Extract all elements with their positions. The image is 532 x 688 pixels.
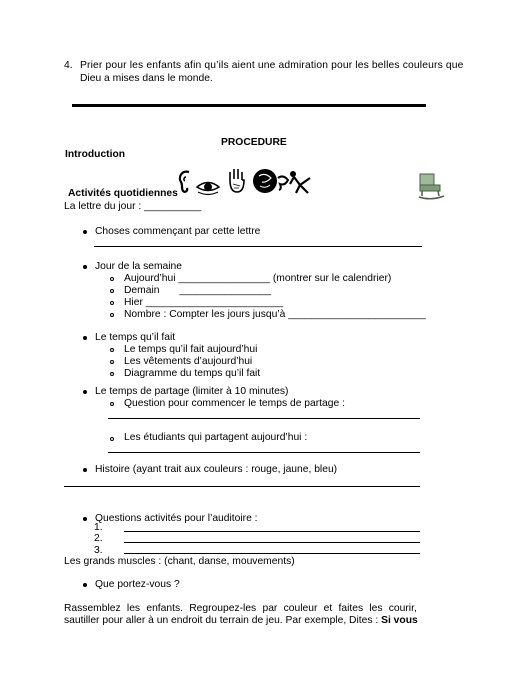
bullet bbox=[83, 265, 87, 269]
lettre-du-jour: La lettre du jour : __________ bbox=[64, 201, 202, 212]
bullet bbox=[83, 583, 87, 587]
item4-line1: Prier pour les enfants afin qu’ils aient une admiration pour les belles couleurs que bbox=[80, 60, 464, 71]
item-number: 4. bbox=[64, 60, 73, 71]
jour-item: Aujourd’hui ________________ (montrer sur le calendrier) bbox=[124, 273, 392, 284]
partage-item: Question pour commencer le temps de partage : bbox=[124, 398, 345, 409]
temps-title: Le temps qu’il fait bbox=[95, 332, 176, 343]
bullet bbox=[83, 517, 87, 521]
answer-line bbox=[108, 452, 420, 453]
sub-bullet bbox=[110, 301, 114, 305]
portez-label: Que portez-vous ? bbox=[95, 579, 180, 590]
bullet bbox=[83, 336, 87, 340]
temps-item: Diagramme du temps qu’il fait bbox=[124, 368, 261, 379]
sub-bullet bbox=[110, 437, 114, 441]
figure-icon bbox=[286, 169, 314, 195]
paragraph-line2 bbox=[64, 615, 418, 627]
rocking-chair-icon bbox=[416, 172, 446, 200]
partage-item: Les étudiants qui partagent aujourd’hui : bbox=[124, 432, 308, 443]
ear-icon bbox=[175, 168, 195, 194]
answer-line bbox=[124, 531, 420, 532]
temps-item: Les vêtements d’aujourd’hui bbox=[124, 356, 253, 367]
eye-icon bbox=[195, 178, 221, 196]
jour-item: Demain ________________ bbox=[124, 285, 272, 296]
item4-line2: Dieu a mises dans le monde. bbox=[80, 73, 213, 84]
histoire-label: Histoire (ayant trait aux couleurs : rouge, jaune, bleu) bbox=[95, 464, 338, 475]
temps-item: Le temps qu’il fait aujourd’hui bbox=[124, 344, 258, 355]
answer-line bbox=[94, 246, 422, 247]
answer-line bbox=[124, 553, 420, 554]
bullet bbox=[83, 390, 87, 394]
sub-bullet bbox=[110, 289, 114, 293]
question-number: 3. bbox=[94, 545, 103, 556]
paragraph-line1: Rassemblez les enfants. Regroupez-les par couleur et faites les courir, bbox=[64, 603, 417, 614]
partage-title: Le temps de partage (limiter à 10 minutes) bbox=[95, 386, 289, 397]
grands-muscles: Les grands muscles : (chant, danse, mouvements) bbox=[64, 556, 295, 567]
question-number: 2. bbox=[94, 533, 103, 544]
introduction-heading: Introduction bbox=[65, 149, 126, 160]
sub-bullet bbox=[110, 348, 114, 352]
section-divider bbox=[72, 104, 426, 107]
activites-heading: Activités quotidiennes bbox=[68, 188, 178, 199]
sub-bullet bbox=[110, 372, 114, 376]
jour-title: Jour de la semaine bbox=[95, 261, 183, 272]
paragraph-line2-bold: Si vous bbox=[381, 615, 418, 626]
answer-line bbox=[124, 542, 420, 543]
answer-line bbox=[64, 486, 420, 487]
sub-bullet bbox=[110, 402, 114, 406]
jour-item: Nombre : Compter les jours jusqu’à ________________________ bbox=[124, 309, 426, 320]
hand-icon bbox=[226, 166, 248, 194]
question-number: 1. bbox=[94, 522, 103, 533]
sub-bullet bbox=[110, 277, 114, 281]
bullet bbox=[83, 468, 87, 472]
paragraph-line2-text: sautiller pour aller à un endroit du terrain de jeu. Par exemple, Dites : bbox=[64, 615, 382, 626]
questions-title: Questions activités pour l’auditoire : bbox=[95, 513, 258, 524]
nose-icon bbox=[252, 166, 278, 196]
jour-item: Hier ________________________ bbox=[124, 297, 284, 308]
answer-line bbox=[108, 418, 420, 419]
sub-bullet bbox=[110, 313, 114, 317]
sub-bullet bbox=[110, 360, 114, 364]
bullet bbox=[83, 230, 87, 234]
choses-label: Choses commençant par cette lettre bbox=[95, 226, 261, 237]
procedure-heading: PROCEDURE bbox=[221, 137, 287, 148]
